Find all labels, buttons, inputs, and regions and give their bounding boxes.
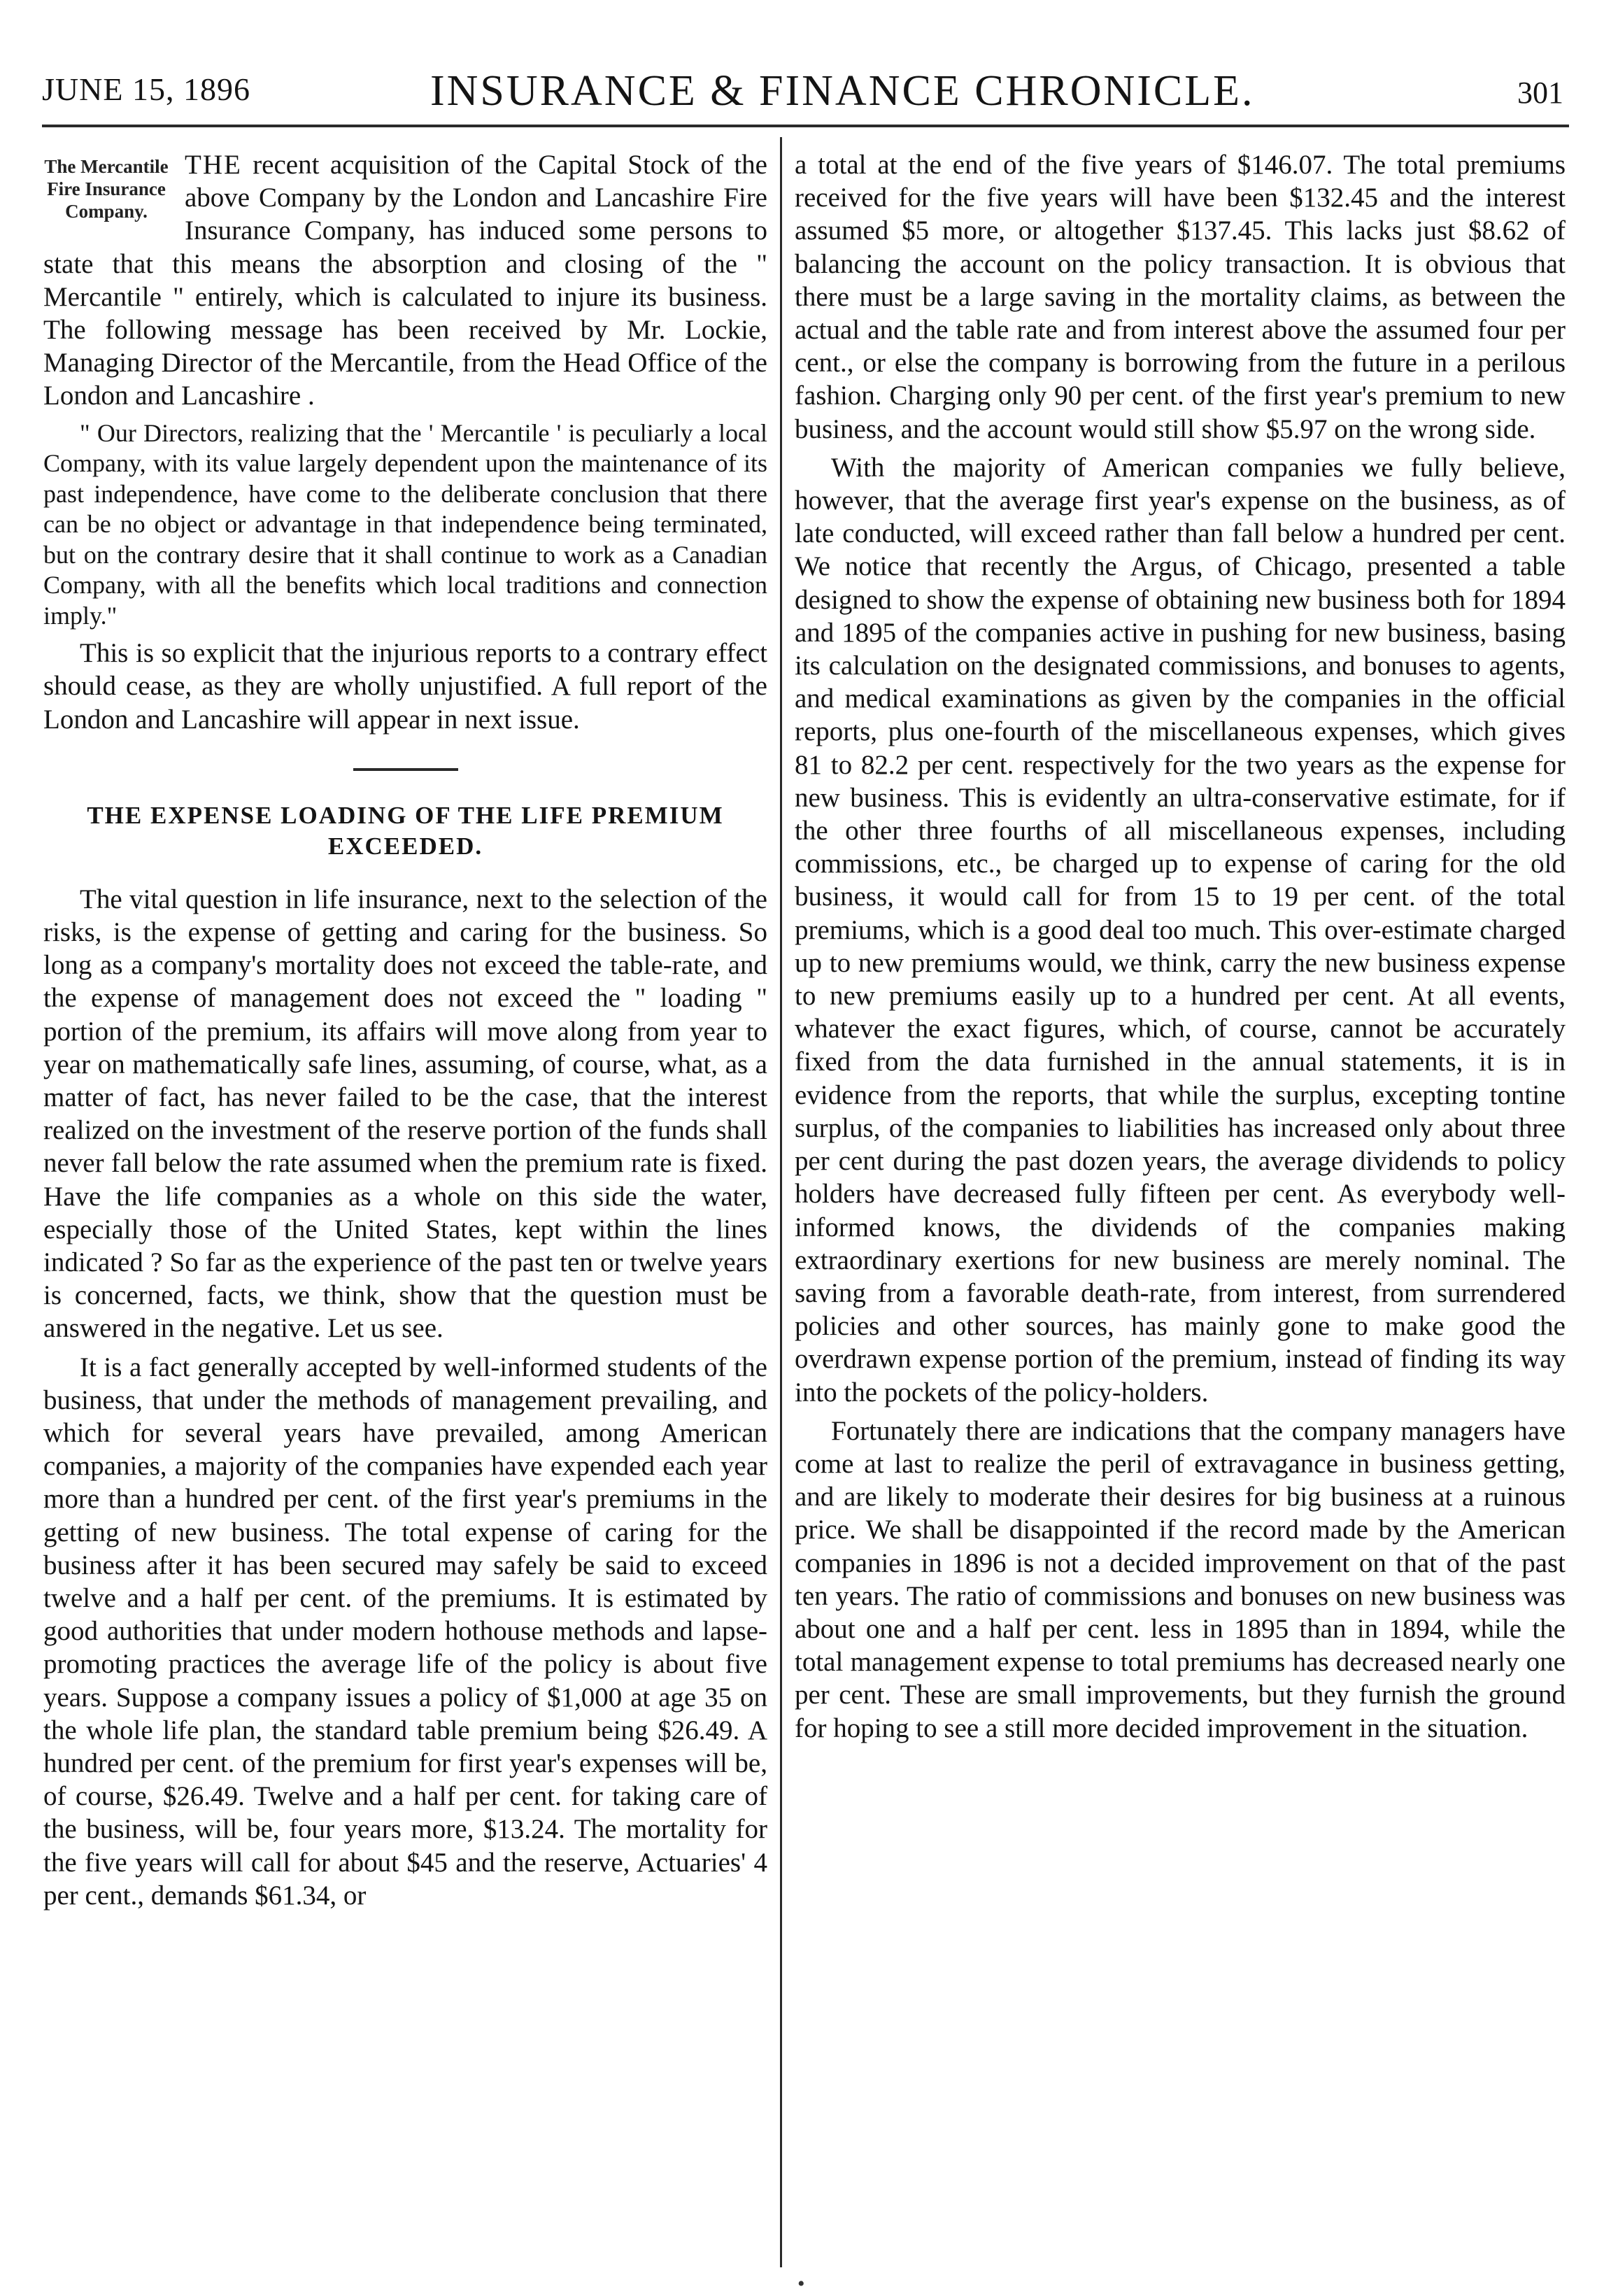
article-title: THE EXPENSE LOADING OF THE LIFE PREMIUM EXCEEDED. [87,801,724,860]
column-divider [780,137,782,2267]
issue-date: JUNE 15, 1896 [42,71,250,107]
footer-mark: • [797,2272,805,2295]
intro-text: recent acquisition of the Capital Stock of the above Company by the London and Lancashire Fire Insurance Company, has induced some persons to state that this means the absorption and closing of the " Mercantile " entirely, which is calculated to injure its business. The following message has been received by Mr. Lockie, Managing Director of the Mercantile, from the Head Office of the London and Lancashire . [43,150,767,411]
publication-title: INSURANCE & FINANCE CHRONICLE. [430,67,1255,115]
closing-paragraph: This is so explicit that the injurious reports to a contrary effect should cease, as they are wholly unjustified. A full report of the London and Lancashire will appear in next issue. [43,638,767,735]
page-number: 301 [1517,76,1563,110]
section-divider [353,768,458,771]
article-paragraph-5: Fortunately there are indications that the company managers have come at last to realize the peril of extravagance in business getting, and are likely to moderate their desires for big business at a ruinous price. We shall be disappointed if the record made by the American companies in 1896 is not a decided improvement on that of the past ten years. The ratio of commissions and bonuses on new business was about one and a half per cent. less in 1895 than in 1894, while the total management expense to total premiums has decreased nearly one per cent. These are small improvements, but they furnish the ground for hoping to see a still more decided improvement in the situation. [795,1415,1566,1743]
article-paragraph-4: With the majority of American companies we fully believe, however, that the average first year's expense on the business, as of late conducted, will exceed rather than fall below a hundred per cent. We notice that recently the Argus, of Chicago, presented a table designed to show the expense of obtaining new business both for 1894 and 1895 of the companies active in pushing for new business, basing its calculation on the designated commissions, and bonuses to agents, and medical examinations as given by the companies in the official reports, plus one-fourth of the miscellaneous expenses, which gives 81 to 82.2 per cent. respectively for the two years as the expense for new business. This is evidently an ultra-conservative estimate, for if the other three fourths of all miscellaneous expenses, including commissions, etc., be charged up to expense of caring for the old business, it would call for from 15 to 19 per cent. of the total premiums, which is a good deal too much. This over-estimate charged up to new premiums would, we think, carry the new business expense to new premiums easily up to a hundred per cent. At all events, whatever the exact figures, which, of course, cannot be accurately fixed from the data furnished in the annual statements, it is in evidence from the reports, that while the surplus, excepting tontine surplus, of the companies to liabilities has increased only about three per cent during the past dozen years, the average dividends to policy holders have decreased fully fifteen per cent. As everybody well-informed knows, the dividends of the companies making extraordinary exertions for new business are merely nominal. The saving from a favorable death-rate, from interest, from surrendered policies and other sources, has mainly gone to make good the overdrawn expense portion of the premium, instead of finding its way into the pockets of the policy-holders. [795,452,1566,1408]
left-column [43,148,767,1912]
quoted-message: " Our Directors, realizing that the ' Mercantile ' is peculiarly a local Company, with its value largely dependent upon the maintenance of its past independence, have come to the deliberate conclusion that there can be no object or advantage in that independence being terminated, but on the contrary desire that it shall continue to work as a Canadian Company, with all the benefits which local traditions and connection imply." [43,418,767,630]
article-paragraph-1: The vital question in life insurance, next to the selection of the risks, is the expense of getting and caring for the business. So long as a company's mortality does not exceed the table-rate, and the expense of management does not exceed the " loading " portion of the premium, its affairs will move along from year to year on mathematically safe lines, assuming, of course, what, as a matter of fact, has never failed to be the case, that the interest realized on the investment of the reserve portion of the funds shall never fall below the rate assumed when the premium rate is fixed. Have the life companies as a whole on this side the water, especially those of the United States, kept within the lines indicated ? So far as the experience of the past ten or twelve years is concerned, facts, we think, show that the question must be answered in the negative. Let us see. [43,884,767,1344]
article-paragraph-2: It is a fact generally accepted by well-informed students of the business, that under the methods of management prevailing, and which for several years have prevailed, among American companies, a majority of the companies have expended each year more than a hundred per cent. of the first year's premiums in the getting of new business. The total expense of caring for the business after it has been secured may safely be said to exceed twelve and a half per cent. of the premiums. It is estimated by good authorities that under modern hothouse methods and lapse-promoting practices the average life of the policy is about five years. Suppose a company issues a policy of $1,000 at age 35 on the whole life plan, the standard table premium being $26.49. A hundred per cent. of the premium for first year's expenses will be, of course, $26.49. Twelve and a half per cent. for taking care of the business, will be, four years more, $13.24. The mortality for the five years will call for about $45 and the reserve, Actuaries' 4 per cent., demands $61.34, or [43,1352,767,1911]
side-note: The Mercantile Fire Insurance Company. [44,156,169,222]
header-rule [42,125,1569,127]
running-header [42,66,1569,115]
right-column [795,148,1566,1745]
intro-first-word: THE [185,150,242,180]
article-paragraph-3: a total at the end of the five years of $146.07. The total premiums received for the five years will have been $132.45 and the interest assumed $5 more, or altogether $137.45. This lacks just $8.62 of balancing the account on the policy transaction. It is obvious that there must be a large saving in the mortality claims, as between the actual and the table rate and from interest above the assumed four per cent., or else the company is borrowing from the future in a perilous fashion. Charging only 90 per cent. of the first year's premium to new business, and the account would still show $5.97 on the wrong side. [795,150,1566,444]
